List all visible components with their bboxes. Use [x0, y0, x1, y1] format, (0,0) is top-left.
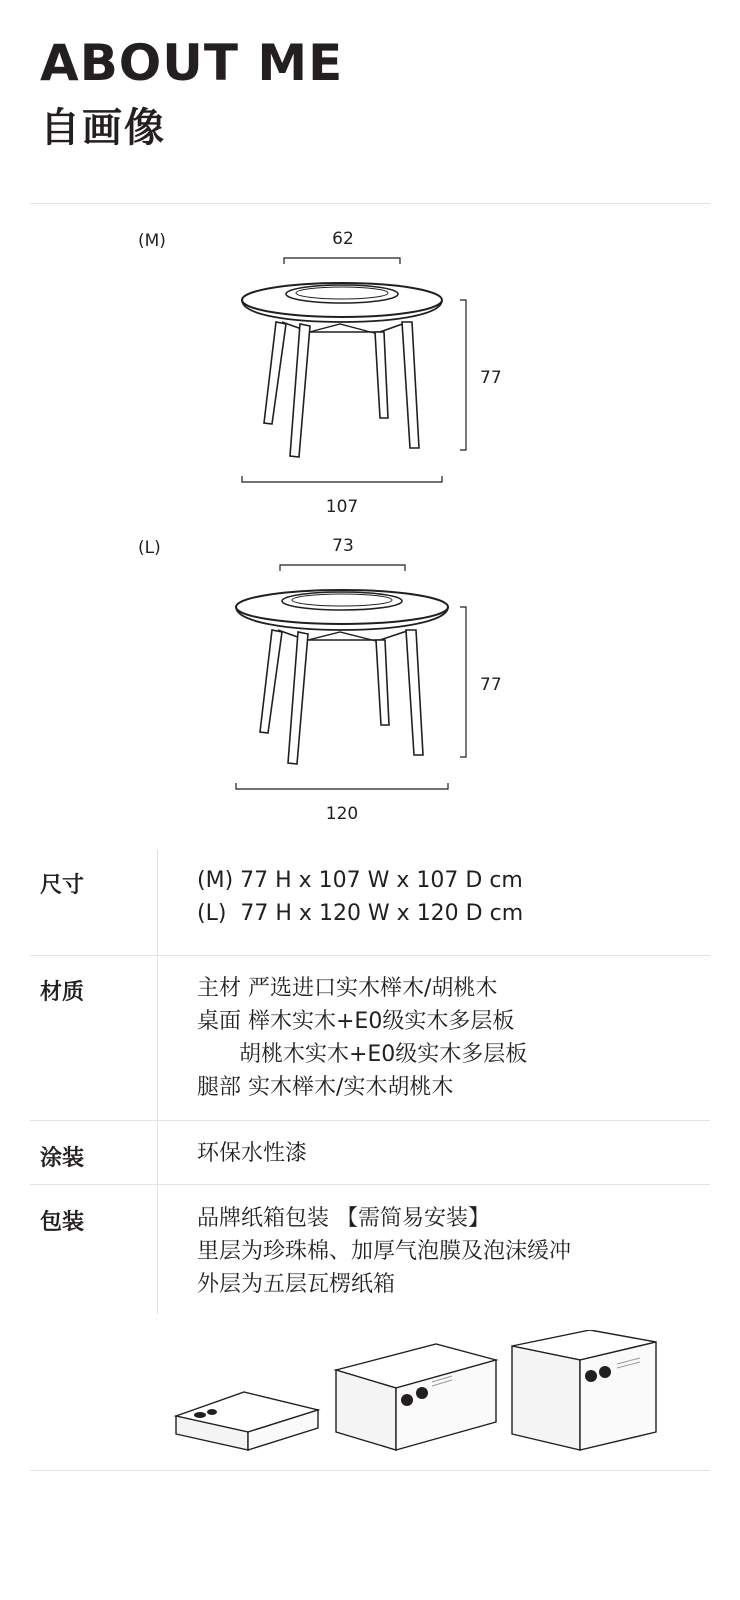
spec-value-packaging-line: 外层为五层瓦楞纸箱	[197, 1272, 396, 1297]
table-leg	[290, 324, 310, 457]
table-leg	[376, 640, 389, 725]
table-leg	[264, 322, 286, 424]
packaging-boxes-illustration	[0, 1330, 740, 1480]
table-drawing-l	[0, 527, 740, 827]
outer-width-dimension-line	[242, 476, 442, 482]
spec-label-material: 材质	[40, 980, 85, 1005]
spec-value-material-line: 桌面 榉木实木+E0级实木多层板	[197, 1009, 515, 1034]
spec-value-material-line: 主材 严选进口实木榉木/胡桃木	[197, 976, 498, 1001]
table-leg	[375, 332, 388, 418]
spec-row-divider	[30, 1120, 710, 1121]
outer-width-dimension-line	[236, 783, 448, 789]
spec-column-divider	[157, 850, 158, 1314]
spec-value-material-line: 胡桃木实木+E0级实木多层板	[197, 1042, 528, 1067]
size-tag-l: (L)	[138, 538, 161, 558]
height-l: 77	[480, 675, 502, 695]
spec-value-material-line: 腿部 实木榉木/实木胡桃木	[197, 1075, 454, 1100]
spec-label-coating: 涂装	[40, 1146, 85, 1171]
height-m: 77	[480, 368, 502, 388]
table-leg	[288, 632, 308, 764]
table-leg	[406, 630, 423, 755]
spec-label-packaging: 包装	[40, 1210, 85, 1235]
spec-row-divider	[30, 1184, 710, 1185]
tabletop	[242, 283, 442, 317]
spec-value-coating-line: 环保水性漆	[197, 1141, 308, 1166]
inner-width-m: 62	[332, 229, 354, 249]
spec-row-divider	[30, 955, 710, 956]
outer-width-l: 120	[325, 804, 359, 824]
spec-value-size-line: (M) 77 H x 107 W x 107 D cm	[197, 868, 523, 893]
height-dimension-line	[460, 300, 466, 450]
spec-label-size: 尺寸	[40, 873, 85, 898]
large-box	[512, 1330, 656, 1450]
footer-divider	[30, 1470, 710, 1471]
size-tag-m: (M)	[138, 231, 166, 251]
inner-width-dimension-line	[280, 565, 405, 571]
outer-width-m: 107	[325, 497, 359, 517]
page-title-en: ABOUT ME	[40, 34, 344, 92]
page-title-cn: 自画像	[40, 105, 166, 151]
table-drawing-m	[0, 220, 740, 520]
inner-width-l: 73	[332, 536, 354, 556]
spec-value-size-line: (L) 77 H x 120 W x 120 D cm	[197, 901, 524, 926]
medium-box	[336, 1344, 496, 1450]
spec-value-packaging-line: 品牌纸箱包装 【需简易安装】	[197, 1206, 490, 1231]
table-leg	[260, 630, 282, 733]
tabletop	[236, 590, 448, 624]
height-dimension-line	[460, 607, 466, 757]
inner-width-dimension-line	[284, 258, 400, 264]
header-divider	[30, 203, 710, 204]
flat-box	[176, 1392, 318, 1450]
spec-value-packaging-line: 里层为珍珠棉、加厚气泡膜及泡沫缓冲	[197, 1239, 572, 1264]
table-leg	[402, 322, 419, 448]
spec-table	[30, 850, 710, 1320]
